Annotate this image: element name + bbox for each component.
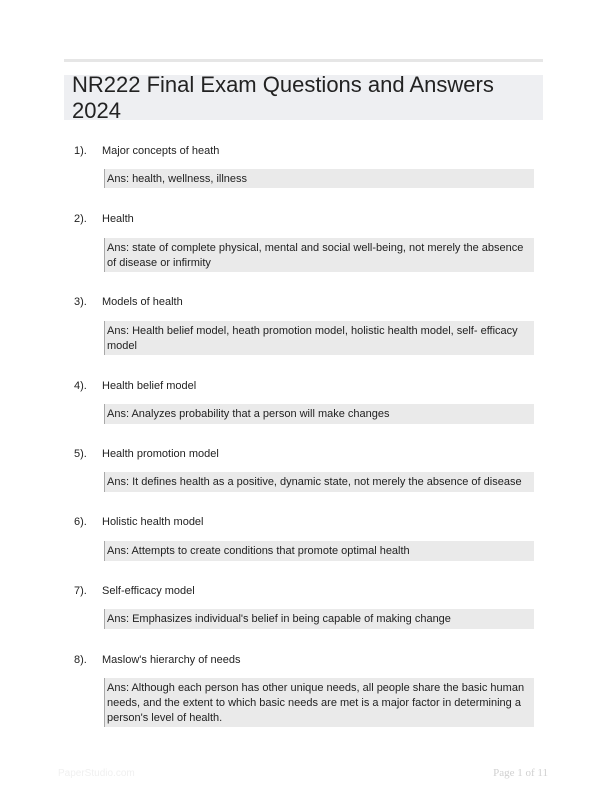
answer-box xyxy=(104,678,534,727)
answer-box xyxy=(104,169,534,188)
question-number: 1). xyxy=(74,145,87,157)
answer-text: Ans: Analyzes probability that a person will make changes xyxy=(107,408,390,420)
question-number: 4). xyxy=(74,380,87,392)
page-number: Page 1 of 11 xyxy=(493,767,548,779)
question-text: Maslow's hierarchy of needs xyxy=(102,654,241,666)
question-text: Major concepts of heath xyxy=(102,145,220,157)
title-banner xyxy=(64,71,543,123)
question-number: 8). xyxy=(74,654,87,666)
top-divider xyxy=(64,59,543,62)
answer-box xyxy=(104,321,534,355)
question-text: Health belief model xyxy=(102,380,197,392)
answer-text: Ans: It defines health as a positive, dynamic state, not merely the absence of disease xyxy=(107,476,522,488)
answer-text: Ans: state of complete physical, mental and social well-being, not merely the absence of disease or infirmity xyxy=(107,242,524,269)
answer-box xyxy=(104,472,534,492)
answer-text: Ans: health, wellness, illness xyxy=(107,173,248,185)
question-number: 5). xyxy=(74,448,87,460)
answer-text: Ans: Attempts to create conditions that promote optimal health xyxy=(107,545,410,557)
question-text: Health xyxy=(102,213,134,225)
question-text: Self-efficacy model xyxy=(102,585,195,597)
answer-text: Ans: Emphasizes individual's belief in being capable of making change xyxy=(107,613,451,625)
question-number: 3). xyxy=(74,296,87,308)
answer-box xyxy=(104,238,534,272)
page-title: NR222 Final Exam Questions and Answers 2024 xyxy=(72,71,494,123)
answer-box xyxy=(104,541,534,561)
answer-box xyxy=(104,404,534,424)
question-text: Models of health xyxy=(102,296,183,308)
question-number: 7). xyxy=(74,585,87,597)
answer-text: Ans: Although each person has other unique needs, all people share the basic human needs, and the extent to which basic needs are met is a major factor in determining a person's level of health. xyxy=(107,682,525,724)
footer-watermark: PaperStudio.com xyxy=(58,768,135,779)
answer-box xyxy=(104,609,534,629)
question-number: 6). xyxy=(74,516,87,528)
question-text: Holistic health model xyxy=(102,516,204,528)
question-number: 2). xyxy=(74,213,87,225)
answer-text: Ans: Health belief model, heath promotion model, holistic health model, self- efficacy model xyxy=(107,325,518,352)
question-text: Health promotion model xyxy=(102,448,219,460)
